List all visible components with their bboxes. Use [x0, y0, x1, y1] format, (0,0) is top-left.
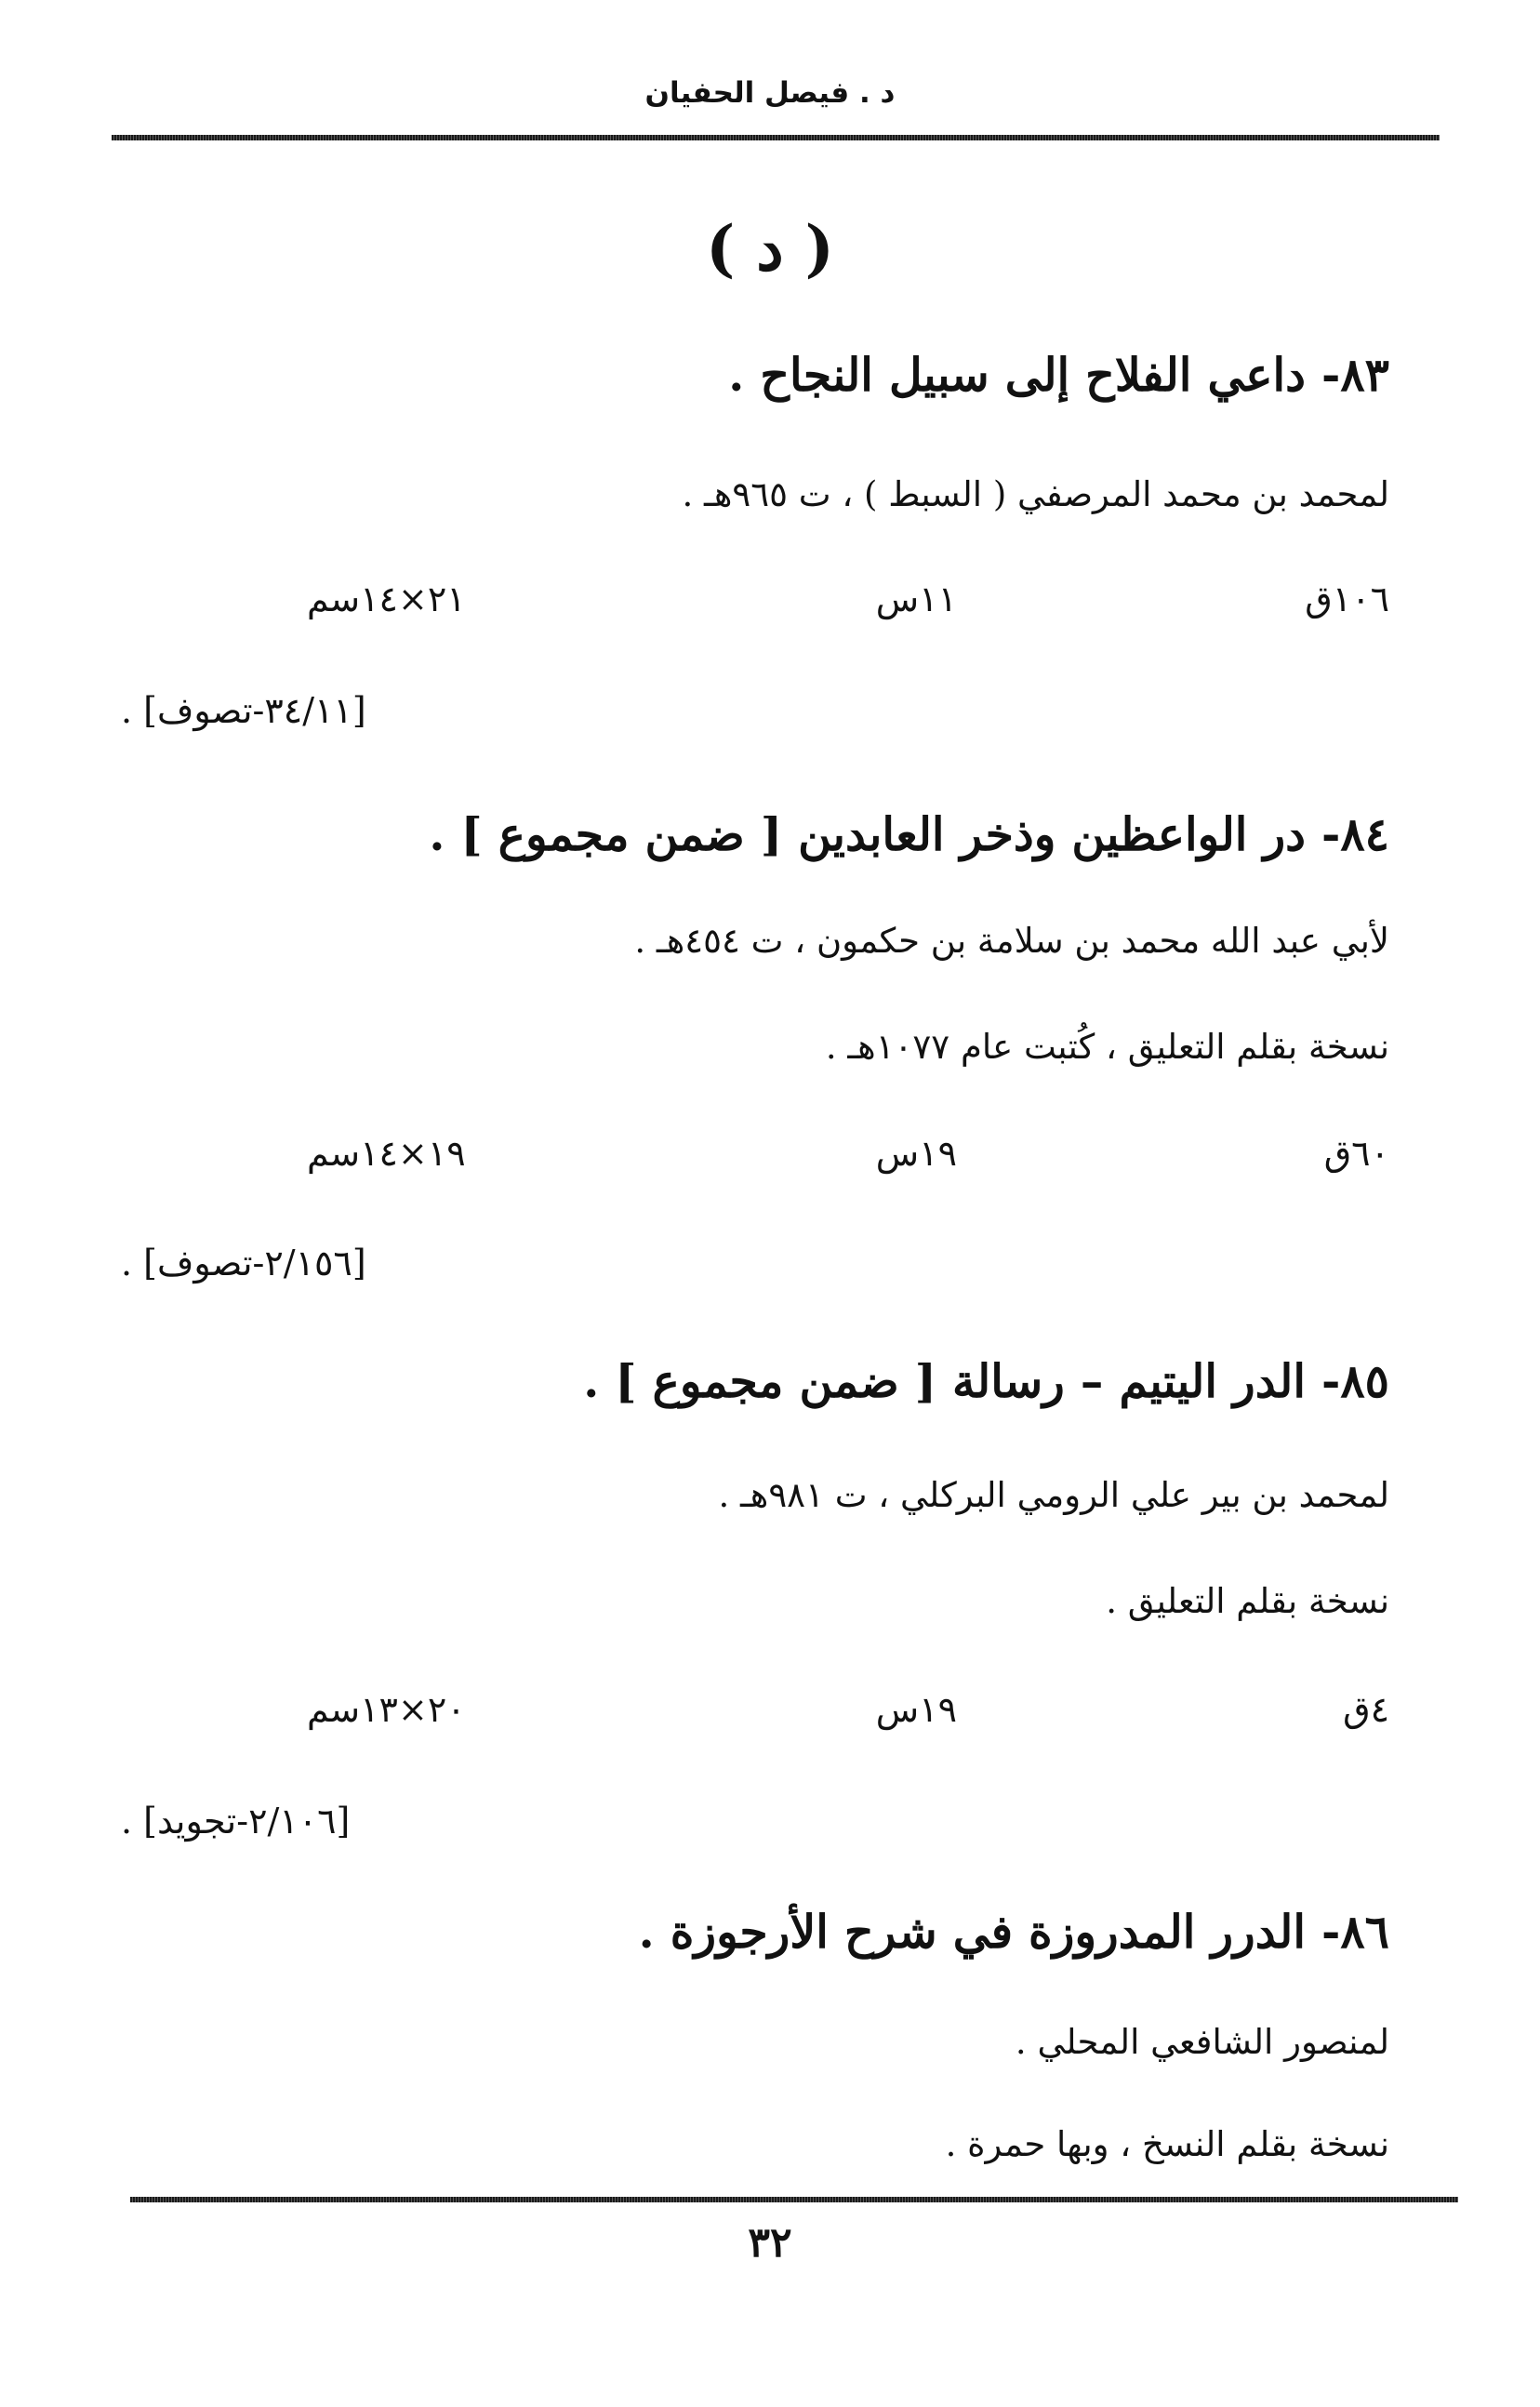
entry-title: ٨٣- داعي الفلاح إلى سبيل النجاح .	[728, 348, 1389, 402]
line-count: ١٩س	[875, 1133, 957, 1174]
entry-physical-description	[307, 1125, 1389, 1181]
leaf-count: ٤ق	[1343, 1689, 1389, 1730]
footer-rule	[130, 2197, 1458, 2202]
entry-author: لمحمد بن بير علي الرومي البركلي ، ت ٩٨١هـ .	[718, 1475, 1389, 1515]
page-size: ٢٠×١٣سم	[307, 1689, 466, 1730]
line-count: ١١س	[875, 578, 957, 619]
shelf-reference: [٣٤/١١-تصوف] .	[121, 690, 366, 731]
entry-title: ٨٤- در الواعظين وذخر العابدين [ ضمن مجموع ] .	[429, 807, 1389, 861]
line-count: ١٩س	[875, 1689, 957, 1730]
page-size: ٢١×١٤سم	[307, 578, 466, 619]
entry-copy-note: نسخة بقلم النسخ ، وبها حمرة .	[945, 2124, 1389, 2164]
entry-author: لمحمد بن محمد المرصفي ( السبط ) ، ت ٩٦٥هـ .	[682, 474, 1389, 514]
header-rule	[112, 135, 1440, 140]
entry-copy-note: نسخة بقلم التعليق .	[1106, 1581, 1389, 1621]
entry-author: لمنصور الشافعي المحلي .	[1015, 2022, 1389, 2062]
entry-copy-note: نسخة بقلم التعليق ، كُتبت عام ١٠٧٧هـ .	[825, 1027, 1389, 1067]
shelf-reference: [٢/١٠٦-تجويد] .	[121, 1801, 351, 1842]
entry-title: ٨٦- الدرر المدروزة في شرح الأرجوزة .	[638, 1905, 1389, 1959]
entry-author: لأبي عبد الله محمد بن سلامة بن حكمون ، ت ٤٥٤هـ .	[634, 921, 1389, 961]
page-number: ٣٢	[748, 2219, 792, 2267]
page-size: ١٩×١٤سم	[307, 1133, 466, 1174]
leaf-count: ١٠٦ق	[1305, 578, 1389, 619]
section-heading: ( د )	[706, 212, 834, 285]
running-title: د . فيصل الحفيان	[644, 76, 896, 110]
leaf-count: ٦٠ق	[1323, 1133, 1389, 1174]
entry-physical-description	[307, 1682, 1389, 1737]
entry-physical-description	[307, 571, 1389, 627]
entry-title: ٨٥- الدر اليتيم – رسالة [ ضمن مجموع ] .	[583, 1354, 1389, 1408]
shelf-reference: [٢/١٥٦-تصوف] .	[121, 1243, 366, 1283]
